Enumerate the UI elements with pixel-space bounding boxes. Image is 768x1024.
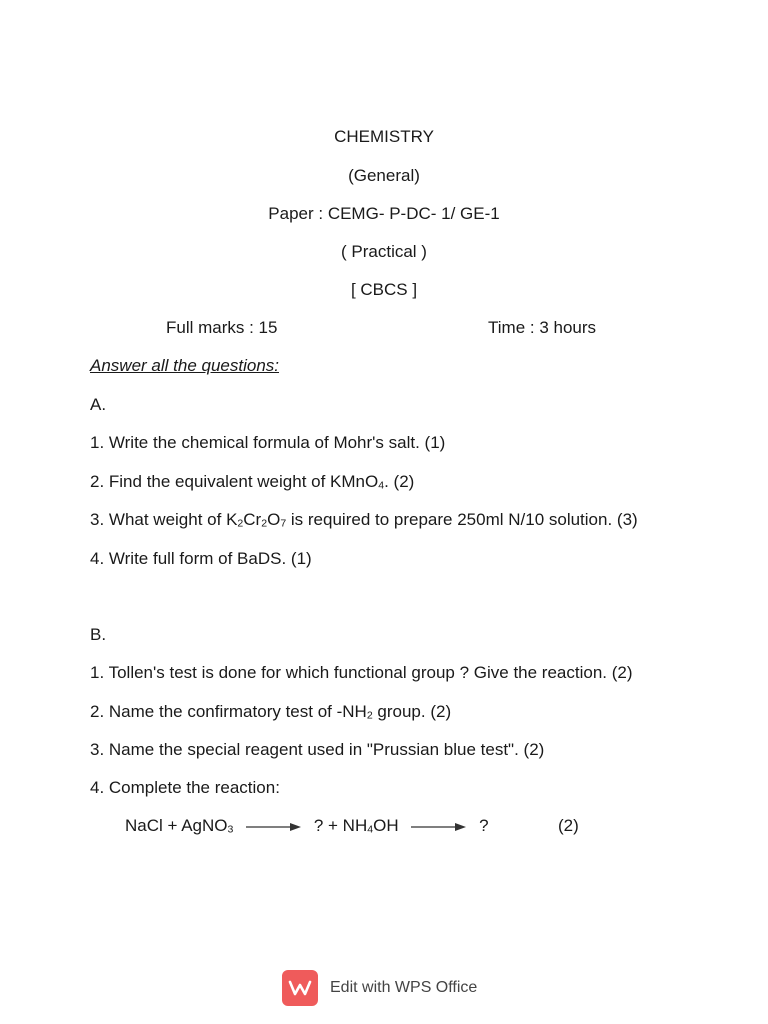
wps-footer[interactable] xyxy=(282,968,477,1008)
question-text: 2. Name the confirmatory test of -NH xyxy=(90,702,367,721)
reaction-arrow-icon xyxy=(246,822,301,832)
question-text: 3. What weight of K xyxy=(90,510,238,529)
full-marks: Full marks : 15 xyxy=(166,318,278,337)
time-allowed: Time : 3 hours xyxy=(488,318,597,337)
question-a4: 4. Write full form of BaDS. (1) xyxy=(90,549,312,568)
question-text: is required to prepare 250ml N/10 solution. (3) xyxy=(286,510,638,529)
question-text: group. (2) xyxy=(372,702,452,721)
level: (General) xyxy=(348,166,420,185)
subscript: 4 xyxy=(367,823,374,836)
question-b4: 4. Complete the reaction: xyxy=(90,778,280,797)
question-b2 xyxy=(90,702,451,722)
subscript: 2 xyxy=(261,517,268,530)
question-a1: 1. Write the chemical formula of Mohr's salt. (1) xyxy=(90,433,446,452)
question-text: O xyxy=(267,510,281,529)
wps-logo-icon xyxy=(282,970,318,1006)
scheme: [ CBCS ] xyxy=(350,280,418,299)
section-a-label: A. xyxy=(90,395,107,414)
exam-type: ( Practical ) xyxy=(341,242,427,261)
paper-code: Paper : CEMG- P-DC- 1/ GE-1 xyxy=(268,204,500,223)
subscript: 2 xyxy=(366,709,373,722)
reaction-arrow-icon xyxy=(411,822,466,832)
subscript: 3 xyxy=(227,823,234,836)
reactant: NaCl + AgNO xyxy=(125,816,228,835)
reaction-equation xyxy=(125,816,489,836)
product-2: ? xyxy=(479,816,489,835)
question-a2 xyxy=(90,472,414,492)
subscript: 2 xyxy=(237,517,244,530)
section-b-label: B. xyxy=(90,625,107,644)
question-b1: 1. Tollen's test is done for which functional group ? Give the reaction. (2) xyxy=(90,663,633,682)
reaction-marks: (2) xyxy=(558,816,579,835)
subscript: 4 xyxy=(378,479,385,492)
question-a3 xyxy=(90,510,638,530)
instruction: Answer all the questions: xyxy=(90,356,279,375)
question-text: 2. Find the equivalent weight of KMnO xyxy=(90,472,379,491)
subject-title: CHEMISTRY xyxy=(334,127,434,146)
product-1-suffix: OH xyxy=(373,816,399,835)
question-text: . (2) xyxy=(384,472,415,491)
wps-footer-text: Edit with WPS Office xyxy=(330,979,478,996)
question-text: Cr xyxy=(243,510,262,529)
question-b3: 3. Name the special reagent used in "Prussian blue test". (2) xyxy=(90,740,545,759)
product-1: ? + NH xyxy=(313,816,368,835)
subscript: 7 xyxy=(280,517,287,530)
